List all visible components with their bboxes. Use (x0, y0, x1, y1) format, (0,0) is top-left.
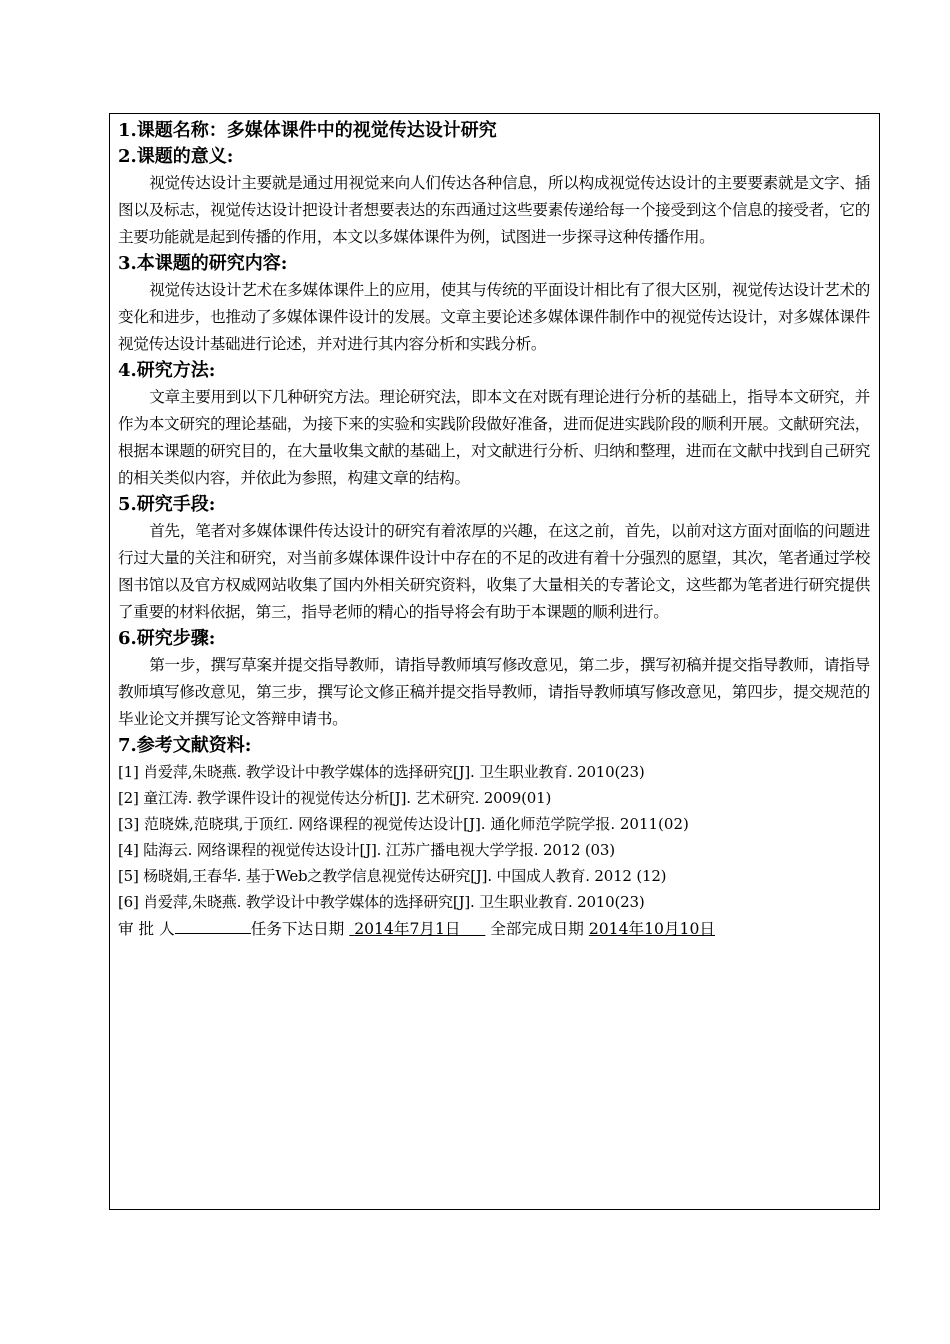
assign-date-text: 2014年7月1日 (354, 920, 461, 938)
task-form-frame (109, 113, 880, 1210)
form-content (118, 118, 870, 943)
reference-item: [3] 范晓姝,范晓琪,于顶红. 网络课程的视觉传达设计[J]. 通化师范学院学报. 2011(02) (118, 815, 689, 833)
assign-date-value (349, 920, 485, 938)
section-heading-methods: 4.研究方法: (118, 360, 216, 381)
reference-item: [1] 肖爱萍,朱晓燕. 教学设计中教学媒体的选择研究[J]. 卫生职业教育. 2010(23) (118, 763, 645, 781)
section-text-means: 首先，笔者对多媒体课件传达设计的研究有着浓厚的兴趣，在这之前，首先，以前对这方面对面临的问题进行过大量的关注和研究，对当前多媒体课件设计中存在的不足的改进有着十分强烈的愿望，其次，笔者通过学校图书馆以及官方权威网站收集了国内外相关研究资料，收集了大量相关的专著论文，这些都为笔者进行研究提供了重要的材料依据，第三，指导老师的精心的指导将会有助于本课题的顺利进行。 (118, 522, 870, 621)
reference-item: [6] 肖爱萍,朱晓燕. 教学设计中教学媒体的选择研究[J]. 卫生职业教育. 2010(23) (118, 893, 645, 911)
complete-date-label: 全部完成日期 (490, 920, 584, 938)
reference-item: [4] 陆海云. 网络课程的视觉传达设计[J]. 江苏广播电视大学学报. 2012 (03) (118, 841, 615, 859)
approver-label: 审 批 人 (118, 920, 175, 938)
section-heading-means: 5.研究手段: (118, 494, 216, 515)
approver-blank (175, 915, 251, 934)
section-text-methods: 文章主要用到以下几种研究方法。理论研究法，即本文在对既有理论进行分析的基础上，指导本文研究，并作为本文研究的理论基础，为接下来的实验和实践阶段做好准备，进而促进实践阶段的顺利开展。文献研究法，根据本课题的研究目的，在大量收集文献的基础上，对文献进行分析、归纳和整理，进而在文献中找到自己研究的相关类似内容，并依此为参照，构建文章的结构。 (118, 388, 870, 487)
section-text-significance: 视觉传达设计主要就是通过用视觉来向人们传达各种信息，所以构成视觉传达设计的主要要素就是文字、插图以及标志，视觉传达设计把设计者想要表达的东西通过这些要素传递给每一个接受到这个信息的接受者，它的主要功能就是起到传播的作用，本文以多媒体课件为例，试图进一步探寻这种传播作用。 (118, 174, 870, 246)
section-heading-steps: 6.研究步骤: (118, 628, 216, 649)
signature-row (118, 915, 870, 943)
section-text-steps: 第一步，撰写草案并提交指导教师，请指导教师填写修改意见，第二步，撰写初稿并提交指导教师，请指导教师填写修改意见，第三步，撰写论文修正稿并提交指导教师，请指导教师填写修改意见，第四步，提交规范的毕业论文并撰写论文答辩申请书。 (118, 656, 870, 728)
complete-date-value: 2014年10月10日 (588, 920, 715, 938)
section-heading-references: 7.参考文献资料: (118, 735, 252, 756)
reference-item: [2] 童江涛. 教学课件设计的视觉传达分析[J]. 艺术研究. 2009(01) (118, 789, 552, 807)
section-text-content: 视觉传达设计艺术在多媒体课件上的应用，使其与传统的平面设计相比有了很大区别，视觉传达设计艺术的变化和进步，也推动了多媒体课件设计的发展。文章主要论述多媒体课件制作中的视觉传达设计，对多媒体课件视觉传达设计基础进行论述，并对进行其内容分析和实践分析。 (118, 281, 870, 353)
topic-title: 1.课题名称：多媒体课件中的视觉传达设计研究 (118, 120, 497, 141)
section-heading-significance: 2.课题的意义: (118, 146, 234, 167)
assign-date-label: 任务下达日期 (250, 920, 345, 938)
reference-item: [5] 杨晓娟,王春华. 基于Web之教学信息视觉传达研究[J]. 中国成人教育. 2012 (12) (118, 867, 667, 885)
section-heading-content: 3.本课题的研究内容: (118, 253, 288, 274)
